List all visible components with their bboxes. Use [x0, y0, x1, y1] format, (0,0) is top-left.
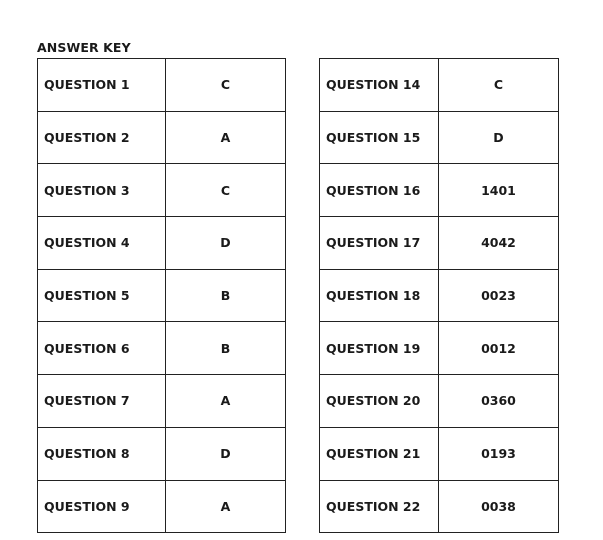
table-row — [320, 217, 559, 270]
question-label: QUESTION 5 — [38, 269, 166, 322]
table-row — [38, 59, 286, 112]
table-row — [38, 375, 286, 428]
answer-table-left — [37, 58, 286, 533]
question-label: QUESTION 14 — [320, 59, 439, 112]
table-row — [38, 322, 286, 375]
answer-value: A — [166, 111, 286, 164]
table-row — [38, 269, 286, 322]
table-row — [320, 322, 559, 375]
table-row — [38, 111, 286, 164]
question-label: QUESTION 15 — [320, 111, 439, 164]
question-label: QUESTION 6 — [38, 322, 166, 375]
table-row — [38, 217, 286, 270]
answer-value: 0038 — [439, 480, 559, 533]
answer-value: C — [439, 59, 559, 112]
question-label: QUESTION 18 — [320, 269, 439, 322]
answer-value: 0023 — [439, 269, 559, 322]
table-row — [320, 480, 559, 533]
answer-table-right — [319, 58, 559, 533]
answer-value: D — [166, 217, 286, 270]
question-label: QUESTION 17 — [320, 217, 439, 270]
question-label: QUESTION 16 — [320, 164, 439, 217]
answer-value: 0193 — [439, 427, 559, 480]
question-label: QUESTION 19 — [320, 322, 439, 375]
answer-value: B — [166, 322, 286, 375]
question-label: QUESTION 22 — [320, 480, 439, 533]
answer-value: A — [166, 480, 286, 533]
question-label: QUESTION 7 — [38, 375, 166, 428]
question-label: QUESTION 21 — [320, 427, 439, 480]
question-label: QUESTION 8 — [38, 427, 166, 480]
table-row — [320, 164, 559, 217]
question-label: QUESTION 20 — [320, 375, 439, 428]
answer-value: 4042 — [439, 217, 559, 270]
question-label: QUESTION 4 — [38, 217, 166, 270]
answer-value: D — [439, 111, 559, 164]
table-row — [320, 111, 559, 164]
table-row — [320, 427, 559, 480]
table-row — [320, 375, 559, 428]
question-label: QUESTION 9 — [38, 480, 166, 533]
question-label: QUESTION 2 — [38, 111, 166, 164]
answer-value: B — [166, 269, 286, 322]
table-row — [320, 269, 559, 322]
table-row — [38, 427, 286, 480]
answer-value: 0012 — [439, 322, 559, 375]
answer-value: 1401 — [439, 164, 559, 217]
question-label: QUESTION 1 — [38, 59, 166, 112]
answer-value: C — [166, 59, 286, 112]
table-row — [38, 164, 286, 217]
answer-value: A — [166, 375, 286, 428]
table-row — [320, 59, 559, 112]
answer-value: 0360 — [439, 375, 559, 428]
table-row — [38, 480, 286, 533]
answer-value: D — [166, 427, 286, 480]
answer-value: C — [166, 164, 286, 217]
question-label: QUESTION 3 — [38, 164, 166, 217]
answer-key-title: ANSWER KEY — [37, 40, 131, 55]
